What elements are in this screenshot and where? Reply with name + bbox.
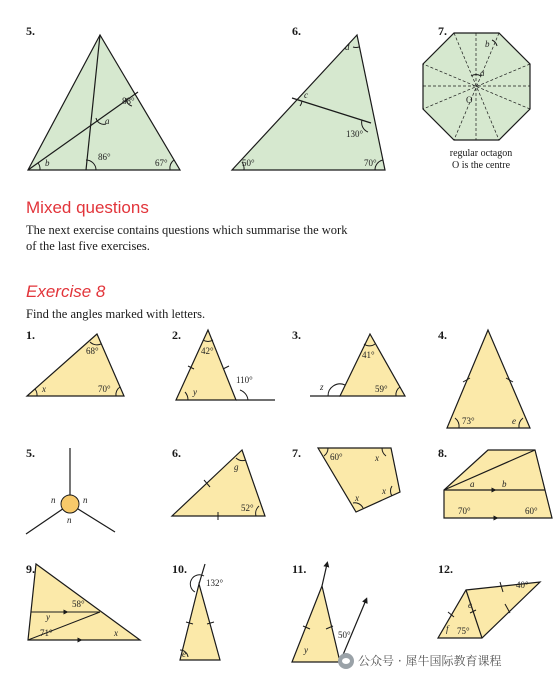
p1-label-70: 70°	[98, 384, 111, 394]
p5-label-n1: n	[51, 495, 56, 505]
octagon-caption-2: O is the centre	[451, 160, 511, 171]
p2-label-42: 42°	[201, 346, 214, 356]
diagram-4	[447, 330, 530, 428]
label-o: O	[466, 95, 473, 105]
p12-label-e: e	[468, 600, 472, 610]
p8-label-a: a	[470, 479, 475, 489]
p8-label-60: 60°	[525, 506, 538, 516]
problem-number-11: 11.	[292, 562, 307, 576]
problem-number-top-7: 7.	[438, 24, 447, 38]
exercise-instruction: Find the angles marked with letters.	[26, 307, 206, 321]
problem-number-6: 6.	[172, 446, 181, 460]
p7-label-60: 60°	[330, 452, 343, 462]
problem-number-12: 12.	[438, 562, 453, 576]
p9-label-x: x	[114, 628, 118, 638]
p8-label-b: b	[502, 479, 507, 489]
label-86: 86°	[98, 152, 111, 162]
diagram-1	[27, 334, 124, 396]
p5-label-n3: n	[67, 515, 72, 525]
diagram-3	[310, 334, 405, 396]
label-50: 50°	[242, 158, 255, 168]
diagram-12	[438, 580, 540, 638]
p12-label-f: f	[446, 624, 449, 634]
p11-label-y: y	[304, 645, 308, 655]
mixed-questions-heading: Mixed questions	[26, 198, 149, 217]
p6-label-52: 52°	[241, 503, 254, 513]
p1-label-x: x	[42, 384, 46, 394]
p1-label-68: 68°	[86, 346, 99, 356]
label-70: 70°	[364, 158, 377, 168]
p7-label-x3: x	[382, 486, 386, 496]
label-130: 130°	[346, 129, 364, 139]
watermark	[338, 652, 501, 669]
p12-label-40: 40°	[516, 580, 529, 590]
p2-label-110: 110°	[236, 375, 253, 385]
problem-number-top-6: 6.	[292, 24, 301, 38]
problem-number-4: 4.	[438, 328, 447, 342]
diagram-6	[172, 450, 265, 520]
diagram-9	[28, 564, 140, 640]
label-b-oct: b	[485, 39, 490, 49]
p9-label-71: 71°	[40, 628, 53, 638]
diagram-11	[292, 564, 366, 662]
p3-label-41: 41°	[362, 350, 375, 360]
p4-label-73: 73°	[462, 416, 475, 426]
problem-number-7: 7.	[292, 446, 301, 460]
problem-number-5: 5.	[26, 446, 35, 460]
problem-number-2: 2.	[172, 328, 181, 342]
problem-number-8: 8.	[438, 446, 447, 460]
p3-label-59: 59°	[375, 384, 388, 394]
label-d: d	[345, 42, 350, 52]
diagram-2	[176, 330, 275, 400]
p10-label-e: e	[182, 649, 186, 659]
problem-number-1: 1.	[26, 328, 35, 342]
octagon-caption-1: regular octagon	[449, 148, 513, 159]
label-c: c	[304, 90, 308, 100]
p10-label-132: 132°	[206, 578, 224, 588]
exercise-heading: Exercise 8	[26, 282, 106, 301]
problem-number-top-5: 5.	[26, 24, 35, 38]
p9-label-y: y	[46, 612, 50, 622]
diagram-5	[26, 448, 115, 534]
diagram-8	[444, 450, 552, 518]
problem-number-9: 9.	[26, 562, 35, 576]
p4-label-e: e	[512, 416, 516, 426]
p9-label-58: 58°	[72, 599, 85, 609]
diagram-top-6	[232, 35, 385, 170]
exercise-diagrams	[0, 320, 559, 680]
p5-label-n2: n	[83, 495, 88, 505]
p7-label-x1: x	[375, 453, 379, 463]
p8-label-70: 70°	[458, 506, 471, 516]
diagram-top-5	[28, 35, 180, 170]
label-b: b	[45, 158, 50, 168]
p2-label-y: y	[193, 387, 197, 397]
mixed-line-2: of the last five exercises.	[26, 239, 150, 253]
diagram-top-7	[423, 33, 530, 140]
mixed-line-1: The next exercise contains questions which summarise the work	[26, 223, 348, 237]
p6-label-g: g	[234, 462, 239, 472]
label-67: 67°	[155, 158, 168, 168]
wechat-icon	[338, 653, 354, 669]
label-88: 88°	[122, 96, 135, 106]
label-a-oct: a	[480, 68, 485, 78]
p12-label-75: 75°	[457, 626, 470, 636]
problem-number-3: 3.	[292, 328, 301, 342]
p7-label-x2: x	[355, 493, 359, 503]
diagram-7	[318, 448, 400, 512]
problem-number-10: 10.	[172, 562, 187, 576]
p3-label-z: z	[320, 382, 324, 392]
label-a: a	[105, 116, 110, 126]
p11-label-50: 50°	[338, 630, 351, 640]
watermark-text: 公众号 · 犀牛国际教育课程	[358, 654, 502, 668]
diagram-10	[180, 564, 224, 660]
